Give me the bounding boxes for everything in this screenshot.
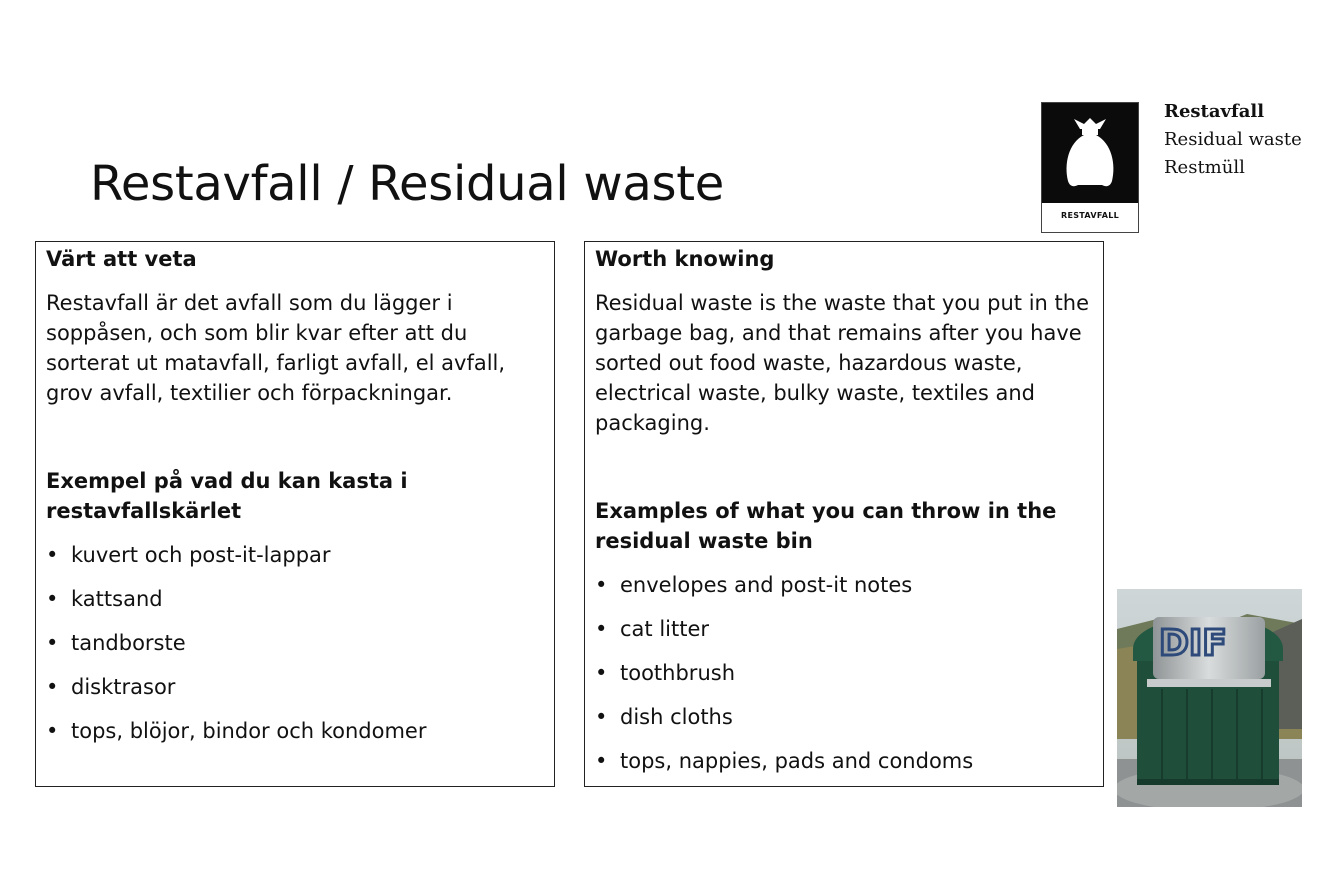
waste-type-names xyxy=(1164,98,1302,182)
panel-heading: Värt att veta xyxy=(46,247,197,271)
examples-list xyxy=(595,570,1093,776)
list-item: • tops, blöjor, bindor och kondomer xyxy=(46,716,544,746)
list-item: • disktrasor xyxy=(46,672,544,702)
list-item: • tops, nappies, pads and condoms xyxy=(595,746,1093,776)
english-info-panel xyxy=(584,241,1104,787)
list-item: • dish cloths xyxy=(595,702,1093,732)
badge-label: RESTAVFALL xyxy=(1061,211,1119,220)
list-item: • kuvert och post-it-lappar xyxy=(46,540,544,570)
name-english: Residual waste xyxy=(1164,129,1302,150)
bin-graffiti: DIF xyxy=(1159,623,1227,664)
examples-list xyxy=(46,540,544,746)
panel-body: Restavfall är det avfall som du lägger i soppåsen, och som blir kvar efter att du sorterat ut matavfall, farligt avfall, el avfall, grov avfall, textilier och förpackningar. xyxy=(46,291,506,405)
list-item: • kattsand xyxy=(46,584,544,614)
name-german: Restmüll xyxy=(1164,157,1245,178)
swedish-info-panel xyxy=(35,241,555,787)
list-item: • cat litter xyxy=(595,614,1093,644)
name-swedish: Restavfall xyxy=(1164,101,1265,122)
restavfall-badge xyxy=(1041,102,1139,233)
list-item: • tandborste xyxy=(46,628,544,658)
waste-bin-illustration xyxy=(1117,589,1302,807)
garbage-bag-icon xyxy=(1060,117,1120,189)
examples-heading: Exempel på vad du kan kasta i restavfallskärlet xyxy=(46,469,408,523)
list-item: • envelopes and post-it notes xyxy=(595,570,1093,600)
panel-heading: Worth knowing xyxy=(595,247,775,271)
panel-body: Residual waste is the waste that you put in the garbage bag, and that remains after you have sorted out food waste, hazardous waste, electrical waste, bulky waste, textiles and packaging. xyxy=(595,291,1089,435)
list-item: • toothbrush xyxy=(595,658,1093,688)
badge-icon-area xyxy=(1042,103,1138,203)
waste-bin-photo xyxy=(1117,589,1302,807)
page-title: Restavfall / Residual waste xyxy=(90,156,724,212)
examples-heading: Examples of what you can throw in the residual waste bin xyxy=(595,499,1057,553)
